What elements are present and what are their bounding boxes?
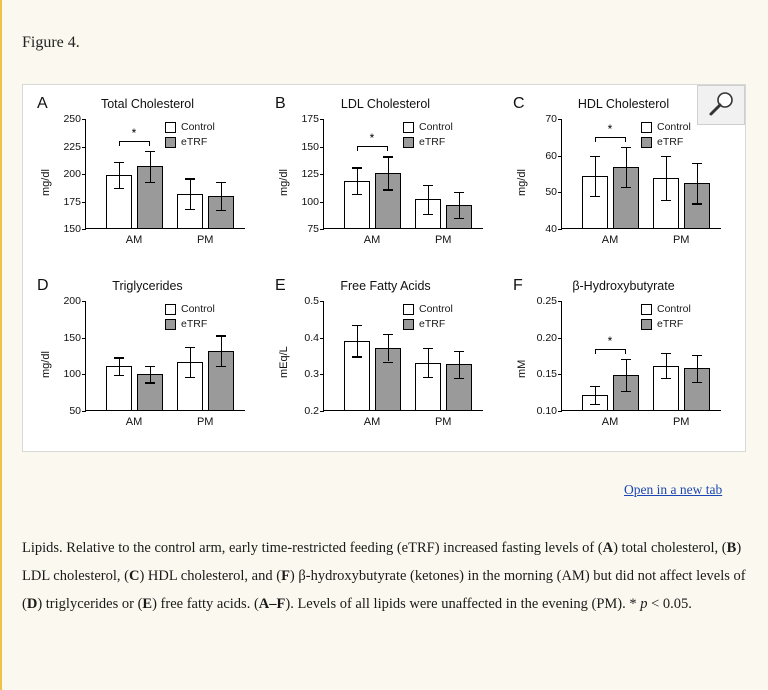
y-tick-label: 70 bbox=[545, 113, 557, 125]
y-tick-mark bbox=[82, 374, 86, 375]
y-tick-mark bbox=[82, 174, 86, 175]
legend-label-etrf: eTRF bbox=[657, 318, 684, 330]
significance-bracket bbox=[595, 137, 626, 142]
error-bar-cap bbox=[692, 382, 702, 383]
panel-letter-a: A bbox=[37, 95, 48, 112]
y-tick-label: 200 bbox=[63, 168, 81, 180]
x-tick-label-am: AM bbox=[363, 234, 381, 246]
panel-title-e: Free Fatty Acids bbox=[340, 279, 431, 293]
legend-label-etrf: eTRF bbox=[419, 136, 446, 148]
legend-swatch-etrf bbox=[165, 137, 176, 148]
caption-part-2: ) total cholesterol, ( bbox=[613, 540, 727, 556]
y-tick-label: 175 bbox=[301, 113, 319, 125]
legend-item-etrf bbox=[641, 318, 691, 330]
error-bar-cap bbox=[661, 156, 671, 157]
y-tick-label: 0.20 bbox=[536, 331, 557, 344]
legend-swatch-etrf bbox=[165, 319, 176, 330]
error-bar-cap bbox=[454, 192, 464, 193]
error-bar-cap bbox=[423, 377, 433, 378]
caption-ref-c: C bbox=[128, 568, 140, 584]
legend-item-etrf bbox=[165, 318, 215, 330]
error-bar-cap bbox=[216, 210, 226, 211]
y-tick-mark bbox=[558, 374, 562, 375]
y-tick-mark bbox=[320, 202, 324, 203]
error-bar bbox=[119, 357, 120, 375]
legend-a bbox=[165, 121, 215, 151]
legend-f bbox=[641, 303, 691, 333]
y-tick-label: 150 bbox=[63, 223, 81, 235]
x-tick-label-am: AM bbox=[363, 416, 381, 428]
chart-panel-e bbox=[269, 275, 502, 455]
legend-swatch-control bbox=[165, 304, 176, 315]
legend-item-etrf bbox=[403, 318, 453, 330]
caption-part-7: ) free fatty acids. ( bbox=[152, 596, 259, 612]
y-tick-mark bbox=[558, 338, 562, 339]
error-bar-cap bbox=[383, 156, 393, 157]
y-tick-label: 0.2 bbox=[304, 405, 319, 417]
legend-label-control: Control bbox=[657, 303, 691, 315]
legend-swatch-control bbox=[165, 122, 176, 133]
error-bar bbox=[150, 151, 151, 182]
y-tick-mark bbox=[558, 119, 562, 120]
error-bar bbox=[357, 325, 358, 357]
legend-swatch-control bbox=[403, 304, 414, 315]
legend-item-control bbox=[165, 121, 215, 133]
error-bar-cap bbox=[590, 386, 600, 387]
y-axis-label-f: mM bbox=[516, 359, 528, 378]
legend-swatch-etrf bbox=[403, 319, 414, 330]
y-tick-mark bbox=[320, 301, 324, 302]
legend-item-etrf bbox=[641, 136, 691, 148]
error-bar-cap bbox=[661, 353, 671, 354]
error-bar-cap bbox=[114, 375, 124, 376]
y-tick-mark bbox=[558, 156, 562, 157]
legend-item-control bbox=[641, 121, 691, 133]
figure-image-container bbox=[22, 84, 746, 452]
error-bar-cap bbox=[621, 391, 631, 392]
error-bar-cap bbox=[352, 325, 362, 326]
significance-bracket bbox=[119, 141, 150, 146]
error-bar-cap bbox=[383, 334, 393, 335]
legend-label-etrf: eTRF bbox=[181, 136, 208, 148]
error-bar-cap bbox=[216, 182, 226, 183]
y-tick-mark bbox=[82, 229, 86, 230]
legend-swatch-etrf bbox=[641, 137, 652, 148]
panel-letter-d: D bbox=[37, 277, 49, 294]
caption-part-8: ). Levels of all lipids were unaffected in the evening (PM). * bbox=[285, 596, 641, 612]
error-bar-cap bbox=[145, 382, 155, 383]
figure-caption bbox=[22, 534, 746, 618]
error-bar bbox=[221, 335, 222, 366]
error-bar-cap bbox=[661, 200, 671, 201]
legend-swatch-control bbox=[641, 122, 652, 133]
error-bar-cap bbox=[352, 194, 362, 195]
error-bar-cap bbox=[114, 188, 124, 189]
legend-label-control: Control bbox=[419, 303, 453, 315]
y-tick-label: 175 bbox=[63, 195, 81, 208]
panel-letter-b: B bbox=[275, 95, 286, 112]
y-tick-mark bbox=[82, 147, 86, 148]
error-bar-cap bbox=[590, 196, 600, 197]
error-bar-cap bbox=[216, 366, 226, 367]
y-tick-mark bbox=[320, 411, 324, 412]
y-tick-label: 0.4 bbox=[304, 331, 319, 344]
error-bar-cap bbox=[454, 351, 464, 352]
y-tick-mark bbox=[82, 202, 86, 203]
y-tick-label: 100 bbox=[63, 368, 81, 381]
caption-ref-e: E bbox=[142, 596, 153, 612]
y-tick-mark bbox=[82, 338, 86, 339]
error-bar-cap bbox=[383, 189, 393, 190]
legend-d bbox=[165, 303, 215, 333]
error-bar-cap bbox=[383, 362, 393, 363]
legend-item-control bbox=[641, 303, 691, 315]
x-tick-label-pm: PM bbox=[434, 234, 452, 246]
panel-title-c: HDL Cholesterol bbox=[577, 97, 670, 111]
significance-star: * bbox=[607, 333, 613, 348]
magnifier-icon[interactable] bbox=[697, 85, 745, 125]
chart-panel-a bbox=[31, 93, 264, 273]
error-bar-cap bbox=[621, 147, 631, 148]
y-tick-mark bbox=[558, 301, 562, 302]
legend-c bbox=[641, 121, 691, 151]
error-bar bbox=[595, 386, 596, 404]
legend-item-control bbox=[403, 121, 453, 133]
error-bar-cap bbox=[114, 357, 124, 358]
legend-label-etrf: eTRF bbox=[181, 318, 208, 330]
error-bar-cap bbox=[216, 335, 226, 336]
error-bar bbox=[626, 147, 627, 187]
legend-e bbox=[403, 303, 453, 333]
y-axis-label-a: mg/dl bbox=[40, 169, 52, 196]
legend-label-etrf: eTRF bbox=[419, 318, 446, 330]
y-tick-mark bbox=[320, 338, 324, 339]
legend-item-etrf bbox=[165, 136, 215, 148]
error-bar bbox=[666, 156, 667, 200]
y-axis-label-c: mg/dl bbox=[516, 169, 528, 196]
significance-star: * bbox=[131, 125, 137, 140]
legend-b bbox=[403, 121, 453, 151]
panel-title-f: β-Hydroxybutyrate bbox=[572, 279, 675, 293]
panel-title-b: LDL Cholesterol bbox=[340, 97, 431, 111]
legend-label-control: Control bbox=[181, 121, 215, 133]
legend-label-control: Control bbox=[419, 121, 453, 133]
error-bar-cap bbox=[661, 378, 671, 379]
error-bar-cap bbox=[621, 359, 631, 360]
legend-swatch-control bbox=[403, 122, 414, 133]
error-bar bbox=[388, 156, 389, 189]
x-tick-label-am: AM bbox=[601, 416, 619, 428]
caption-part-5: ) β-hydroxybutyrate (ketones) in the morning (AM) but did not affect levels of ( bbox=[22, 568, 746, 612]
chart-panels bbox=[23, 85, 745, 451]
chart-panel-f bbox=[507, 275, 740, 455]
error-bar-cap bbox=[454, 218, 464, 219]
y-tick-label: 200 bbox=[63, 295, 81, 307]
open-in-new-tab-link[interactable]: Open in a new tab bbox=[624, 482, 723, 497]
y-tick-label: 40 bbox=[545, 223, 557, 235]
error-bar-cap bbox=[114, 162, 124, 163]
error-bar-cap bbox=[185, 347, 195, 348]
y-tick-mark bbox=[558, 192, 562, 193]
error-bar bbox=[666, 353, 667, 378]
error-bar-cap bbox=[145, 366, 155, 367]
panel-letter-c: C bbox=[513, 95, 525, 112]
y-tick-mark bbox=[320, 374, 324, 375]
panel-title-a: Total Cholesterol bbox=[100, 97, 195, 111]
error-bar-cap bbox=[454, 378, 464, 379]
legend-item-control bbox=[165, 303, 215, 315]
error-bar bbox=[221, 182, 222, 211]
y-tick-mark bbox=[320, 229, 324, 230]
x-tick-label-am: AM bbox=[125, 234, 143, 246]
legend-swatch-etrf bbox=[403, 137, 414, 148]
error-bar bbox=[357, 167, 358, 193]
error-bar bbox=[459, 351, 460, 377]
error-bar-cap bbox=[145, 182, 155, 183]
y-tick-label: 100 bbox=[301, 195, 319, 208]
x-tick-label-pm: PM bbox=[672, 416, 690, 428]
caption-ref-af: A–F bbox=[258, 596, 286, 612]
caption-p-value: p bbox=[640, 596, 648, 612]
error-bar-cap bbox=[590, 156, 600, 157]
error-bar-cap bbox=[185, 377, 195, 378]
error-bar-cap bbox=[145, 151, 155, 152]
x-tick-label-am: AM bbox=[125, 416, 143, 428]
error-bar-cap bbox=[692, 163, 702, 164]
x-tick-label-pm: PM bbox=[196, 416, 214, 428]
y-axis-label-e: mEq/L bbox=[278, 346, 290, 378]
y-tick-mark bbox=[82, 301, 86, 302]
y-tick-label: 50 bbox=[545, 186, 557, 199]
caption-part-4: ) HDL cholesterol, and ( bbox=[139, 568, 282, 584]
error-bar-cap bbox=[692, 203, 702, 204]
significance-bracket bbox=[357, 146, 388, 151]
y-tick-mark bbox=[558, 229, 562, 230]
legend-swatch-etrf bbox=[641, 319, 652, 330]
significance-star: * bbox=[607, 121, 613, 136]
significance-bracket bbox=[595, 349, 626, 354]
panel-letter-f: F bbox=[513, 277, 523, 294]
panel-letter-e: E bbox=[275, 277, 286, 294]
error-bar bbox=[595, 156, 596, 196]
chart-panel-d bbox=[31, 275, 264, 455]
error-bar bbox=[388, 334, 389, 362]
y-tick-mark bbox=[82, 411, 86, 412]
error-bar-cap bbox=[423, 348, 433, 349]
y-tick-label: 50 bbox=[69, 405, 81, 417]
y-tick-label: 250 bbox=[63, 113, 81, 125]
error-bar-cap bbox=[185, 209, 195, 210]
error-bar bbox=[150, 366, 151, 382]
panel-title-d: Triglycerides bbox=[112, 279, 183, 293]
y-axis-label-d: mg/dl bbox=[40, 351, 52, 378]
y-tick-label: 0.3 bbox=[304, 368, 319, 381]
y-axis-label-b: mg/dl bbox=[278, 169, 290, 196]
y-tick-mark bbox=[320, 147, 324, 148]
y-tick-label: 75 bbox=[307, 223, 319, 235]
caption-ref-f: F bbox=[281, 568, 290, 584]
error-bar-cap bbox=[185, 178, 195, 179]
error-bar bbox=[190, 178, 191, 209]
x-tick-label-pm: PM bbox=[196, 234, 214, 246]
y-tick-label: 0.5 bbox=[304, 295, 319, 307]
error-bar-cap bbox=[423, 214, 433, 215]
error-bar-cap bbox=[621, 187, 631, 188]
error-bar bbox=[697, 355, 698, 381]
y-tick-label: 0.15 bbox=[536, 368, 557, 381]
error-bar bbox=[119, 162, 120, 188]
y-tick-label: 150 bbox=[301, 140, 319, 153]
y-tick-label: 225 bbox=[63, 140, 81, 153]
caption-ref-b: B bbox=[726, 540, 737, 556]
y-tick-mark bbox=[558, 411, 562, 412]
x-tick-label-pm: PM bbox=[434, 416, 452, 428]
x-tick-label-am: AM bbox=[601, 234, 619, 246]
legend-item-control bbox=[403, 303, 453, 315]
y-tick-mark bbox=[320, 174, 324, 175]
y-tick-label: 0.25 bbox=[536, 295, 557, 307]
y-tick-label: 0.10 bbox=[536, 405, 557, 417]
caption-part-3: ) LDL cholesterol, ( bbox=[22, 540, 742, 584]
error-bar-cap bbox=[352, 356, 362, 357]
x-tick-label-pm: PM bbox=[672, 234, 690, 246]
legend-label-control: Control bbox=[657, 121, 691, 133]
y-tick-mark bbox=[320, 119, 324, 120]
legend-label-etrf: eTRF bbox=[657, 136, 684, 148]
caption-part-6: ) triglycerides or ( bbox=[37, 596, 143, 612]
caption-ref-a: A bbox=[602, 540, 614, 556]
caption-ref-d: D bbox=[26, 596, 38, 612]
caption-part-9: < 0.05. bbox=[647, 596, 692, 612]
error-bar bbox=[626, 359, 627, 391]
legend-item-etrf bbox=[403, 136, 453, 148]
error-bar bbox=[697, 163, 698, 203]
figure-label: Figure 4. bbox=[22, 34, 80, 51]
error-bar bbox=[190, 347, 191, 376]
legend-swatch-control bbox=[641, 304, 652, 315]
y-tick-mark bbox=[82, 119, 86, 120]
significance-star: * bbox=[369, 131, 375, 146]
error-bar-cap bbox=[352, 167, 362, 168]
y-tick-label: 60 bbox=[545, 149, 557, 162]
legend-label-control: Control bbox=[181, 303, 215, 315]
caption-part-1: Lipids. Relative to the control arm, early time-restricted feeding (eTRF) increased fasting levels of ( bbox=[22, 540, 603, 556]
y-tick-label: 150 bbox=[63, 331, 81, 344]
y-tick-label: 125 bbox=[301, 168, 319, 180]
error-bar bbox=[459, 192, 460, 218]
error-bar-cap bbox=[423, 185, 433, 186]
error-bar-cap bbox=[692, 355, 702, 356]
error-bar-cap bbox=[590, 404, 600, 405]
error-bar bbox=[428, 185, 429, 214]
error-bar bbox=[428, 348, 429, 377]
chart-panel-b bbox=[269, 93, 502, 273]
